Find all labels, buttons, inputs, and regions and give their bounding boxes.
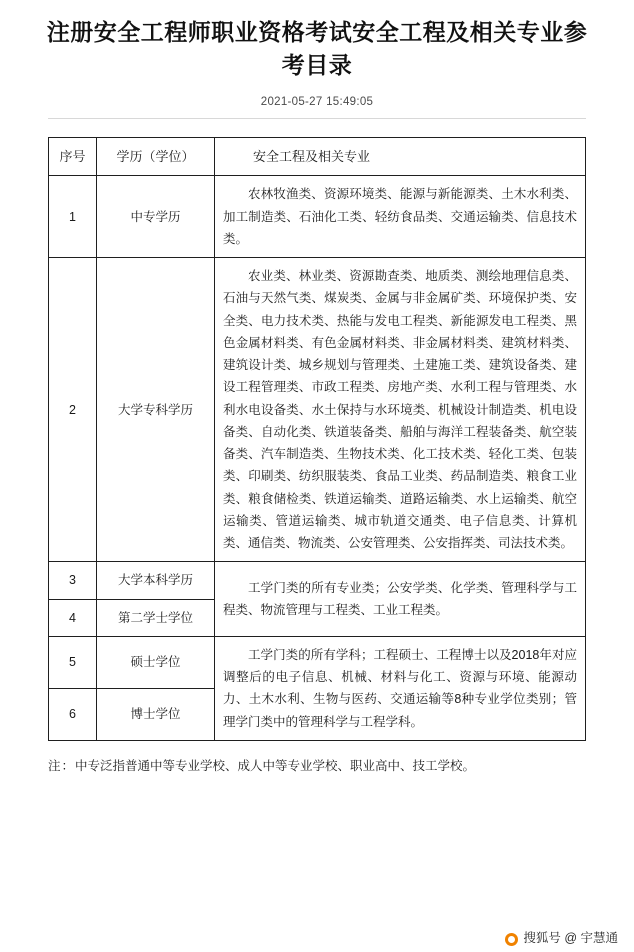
major-table-wrapper <box>48 137 586 741</box>
row-no: 2 <box>49 258 97 562</box>
table-header-row <box>49 138 586 176</box>
source-label: 搜狐号 @ 宇慧通 <box>523 931 618 945</box>
header-education: 学历（学位） <box>97 138 215 176</box>
row-major: 工学门类的所有专业类；公安学类、化学类、管理科学与工程类、物流管理与工程类、工业工程类。 <box>215 562 586 637</box>
row-major: 工学门类的所有学科；工程硕士、工程博士以及2018年对应调整后的电子信息、机械、材料与化工、资源与环境、能源动力、土木水利、生物与医药、交通运输等8种专业学位类别；管理学门类中的管理科学与工程学科。 <box>215 636 586 740</box>
row-education: 中专学历 <box>97 176 215 258</box>
row-no: 4 <box>49 599 97 636</box>
row-major: 农林牧渔类、资源环境类、能源与新能源类、土木水利类、加工制造类、石油化工类、轻纺食品类、交通运输类、信息技术类。 <box>215 176 586 258</box>
source-footer <box>505 928 618 946</box>
table-row <box>49 636 586 688</box>
note-label: 注： <box>48 758 76 773</box>
header-divider <box>48 118 586 119</box>
row-no: 6 <box>49 688 97 740</box>
header-major: 安全工程及相关专业 <box>215 138 586 176</box>
row-no: 5 <box>49 636 97 688</box>
page-title: 注册安全工程师职业资格考试安全工程及相关专业参考目录 <box>46 19 588 78</box>
table-note <box>48 755 586 778</box>
note-text: 中专泛指普通中等专业学校、成人中等专业学校、职业高中、技工学校。 <box>75 758 476 773</box>
table-row <box>49 258 586 562</box>
row-education: 第二学士学位 <box>97 599 215 636</box>
sohu-logo-icon <box>505 933 518 946</box>
row-education: 硕士学位 <box>97 636 215 688</box>
row-education: 大学专科学历 <box>97 258 215 562</box>
header-no: 序号 <box>49 138 97 176</box>
row-no: 3 <box>49 562 97 599</box>
row-education: 大学本科学历 <box>97 562 215 599</box>
row-education: 博士学位 <box>97 688 215 740</box>
table-row <box>49 562 586 599</box>
row-no: 1 <box>49 176 97 258</box>
major-reference-table <box>48 137 586 741</box>
row-major: 农业类、林业类、资源勘查类、地质类、测绘地理信息类、石油与天然气类、煤炭类、金属与非金属矿类、环境保护类、安全类、电力技术类、热能与发电工程类、新能源发电工程类、黑色金属材料类、有色金属材料类、非金属材料类、建筑材料类、建筑设计类、城乡规划与管理类、土建施工类、建筑设备类、建设工程管理类、市政工程类、房地产类、水利工程与管理类、水利水电设备类、水土保持与水环境类、机械设计制造类、机电设备类、自动化类、铁道装备类、船舶与海洋工程装备类、航空装备类、汽车制造类、生物技术类、化工技术类、轻化工类、包装类、印刷类、纺织服装类、食品工业类、药品制造类、粮食工业类、粮食储检类、铁道运输类、道路运输类、水上运输类、航空运输类、管道运输类、城市轨道交通类、电子信息类、计算机类、通信类、物流类、公安管理类、公安指挥类、司法技术类。 <box>215 258 586 562</box>
timestamp: 2021-05-27 15:49:05 <box>260 96 374 109</box>
table-row <box>49 176 586 258</box>
